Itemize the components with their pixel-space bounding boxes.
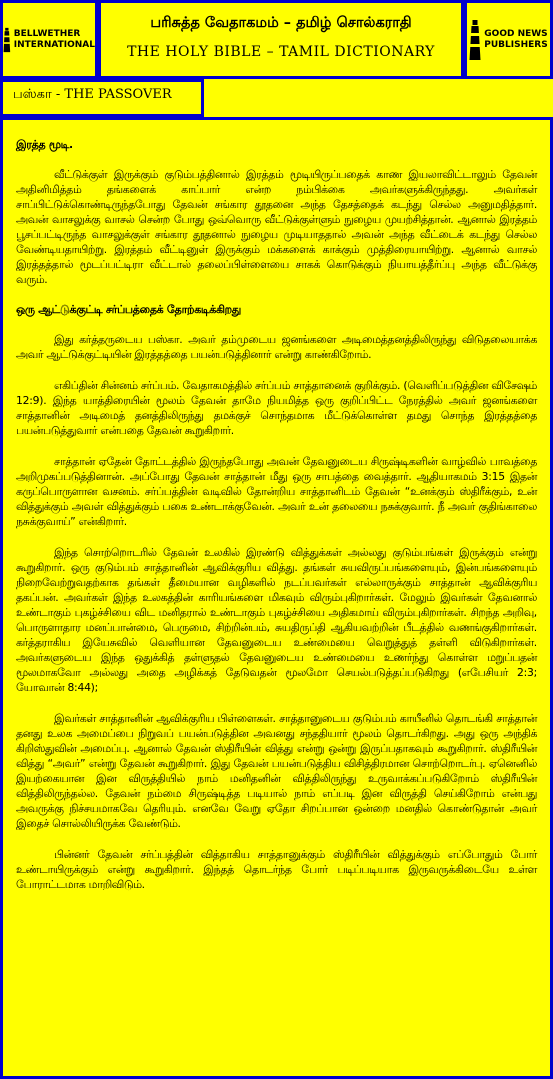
paragraph: பின்னர் தேவன் சர்ப்பத்தின் வித்தாகிய சாத்தானுக்கும் ஸ்திரீயின் வித்துக்கும் எப்போதும் போர் உண்டாயிருக்கும் என்று கூறுகிறார். இந்தத் தொடர்ந்த போர் படிப்படியாக இருவருக்கிடையே உள்ள போராட்டமாக மாறிவிடும். — [16, 848, 537, 891]
lighthouse-icon — [3, 18, 11, 62]
section-title: பஸ்கா - THE PASSOVER — [0, 79, 204, 117]
bellwether-logo-box — [0, 0, 98, 79]
title-english: THE HOLY BIBLE – TAMIL DICTIONARY — [127, 44, 435, 60]
paragraph: வீட்டுக்குள் இருக்கும் குடும்பத்தினால் இரத்தம் மூடியிருப்பதைக் காண இயலாவிட்டாலும் தேவன் அதினிமித்தம் தங்களைக் காப்பார் என்ற நம்பிக்கை அவர்களுக்கிருந்தது. அவர்கள் சாப்பிட்டுக்கொண்டிருந்தபோது தேவன் சங்கார தூதனை அந்த தேசத்தைக் கடந்து செல்ல அனுமதித்தார். அவன் வாசலுக்கு வாசல் சென்ற போது ஒவ்வொரு வீட்டுக்குள்ளும் நுழைய முயற்சித்தான். ஆனால் இரத்தம் பூசப்பட்டிருந்த வாசலுக்குள் சங்கார தூதனால் நுழைய முடியாததால் அவன் அந்த வீட்டைக் கடந்து செல்ல வேண்டியதாயிற்று. இரத்தம் வீட்டினுள் இருக்கும் மக்களைக் காக்கும் முத்திரையாயிற்று. ஆனால் வாசல் இரத்தத்தால் மூடப்பட்டிரா வீட்டால் தலைப்பிள்ளையை சாகக் கொடுக்கும் நியாயத்தீர்ப்பு அந்த வீட்டுக்கு வரும். — [16, 168, 537, 286]
subheading-blood-cover: இரத்த மூடி. — [16, 138, 73, 151]
paragraph: சாத்தான் ஏதேன் தோட்டத்தில் இருந்தபோது அவன் தேவனுடைய சிருஷ்டிகளின் வாழ்வில் பாவத்தை அறிமுகப்படுத்தினான். அப்போது தேவன் சாத்தான் மீது ஒரு சாபத்தை வைத்தார். ஆதியாகமம் 3:15 இதன் கருப்பொருளான வசனம். சர்ப்பத்தின் வடிவில் தோன்றிய சாத்தானிடம் தேவன் “உனக்கும் ஸ்திரீக்கும், உன் வித்துக்கும் அவள் வித்துக்கும் பகை உண்டாக்குவேன். அவர் உன் தலையை நசுக்குவார். நீ அவர் குதிங்காலை நசுக்குவாய்” என்கிறார். — [16, 455, 537, 528]
bellwether-logo-text: BELLWETHER INTERNATIONAL — [13, 28, 95, 50]
paragraph: இந்த சொற்றொடரில் தேவன் உலகில் இரண்டு வித்துக்கள் அல்லது குடும்பங்கள் இருக்கும் என்று கூறுகிறார். ஒரு குடும்பம் சாத்தானின் ஆவிக்குரிய வித்து. தங்கள் சுயவிருப்பங்களையும், இன்பங்களையும் நிறைவேற்றுவதற்காக தங்கள் தீமையான வழிகளில் நடப்பவர்கள் எல்லாருக்கும் சாத்தான் ஆவிக்குரிய தகப்பன். அவர்கள் இந்த உலகத்தின் காரியங்களை மிகவும் விரும்புகிறார்கள். மேலும் இவர்கள் தேவனால் உண்டாகும் புகழ்ச்சியை விட மனிதரால் உண்டாகும் புகழ்ச்சியை அதிகமாய் விரும்புகிறார்கள். சிறந்த அறிவு, பொருளாதார மனப்பான்மை, பெருமை, சிற்றின்பம், சுயதிருப்தி ஆகியவற்றின் பீடத்தில் வணங்குகிறார்கள். கர்த்தராகிய இயேசுவில் வெளியான தேவனுடைய உண்மையை வெறுத்துத் தள்ளி விடுகிறார்கள். அவர்களுடைய இந்த ஒதுக்கித் தள்ளுதல் தேவனுடைய உண்மையை உணர்ந்து கொள்ள மறுப்பதன் மூலமாகவோ அல்லது அதை அழிக்கத் தேடுவதன் மூலமோ செயல்படுத்தப்படுகிறது (எபேசியர் 2:3; யோவான் 8:44); — [16, 546, 537, 694]
good-news-logo-box — [464, 0, 553, 79]
lighthouse-icon — [469, 20, 481, 60]
subheading-lamb-defeats-serpent: ஒரு ஆட்டுக்குட்டி சர்ப்பத்தைக் தோற்கடிக்கிறது — [16, 303, 241, 316]
title-banner — [98, 0, 464, 79]
article-body — [0, 117, 553, 1079]
paragraph: இவர்கள் சாத்தானின் ஆவிக்குரிய பிள்ளைகள். சாத்தானுடைய குடும்பம் காயீனில் தொடங்கி சாத்தான் தனது உலக அமைப்பை நிறுவப் பயன்படுத்தின அவனது சந்ததியார் மூலம் தொடர்கிறது. அது ஒரு அந்திக் கிறிஸ்துவின் அமைப்பு. ஆனால் தேவன் ஸ்திரீயின் வித்து என்று ஒன்று இருப்பதாகவும் கூறுகிறார். ஸ்திரீயின் வித்து “அவர்” என்று தேவன் கூறுகிறார். இது தேவன் பயன்படுத்திய விசித்திரமான சொற்றொடர்பு. ஏனெனில் இயற்கையான இன விருத்தியில் நாம் மனிதனின் வித்திலிருந்து உருவாக்கப்படுகிறோம் ஸ்திரீயின் வித்திலிருந்தல்ல. தேவன் நம்மை சிருஷ்டித்த படியால் நாம் எப்படி இன விருத்தி செய்கிறோம் என்பது அவருக்கு நிச்சயமாகவே தெரியும். எனவே வேறு ஏதோ சிறப்பான ஒன்றை மனதில் கொண்டுதான் அவர் இதைச் சொல்லியிருக்க வேண்டும். — [16, 712, 537, 830]
good-news-logo-text: GOOD NEWS PUBLISHERS — [484, 28, 548, 50]
paragraph: இது கர்த்தருடைய பஸ்கா. அவர் தம்முடைய ஜனங்களை அடிமைத்தனத்திலிருந்து விடுதலையாக்க அவர் ஆட்டுக்குட்டியின் இரத்தத்தை பயன்படுத்தினார் என்று காண்கிறோம். — [16, 333, 537, 361]
title-tamil: பரிசுத்த வேதாகமம் – தமிழ் சொல்கராதி — [150, 15, 412, 31]
paragraph: எகிப்தின் சின்னம் சர்ப்பம். வேதாகமத்தில் சர்ப்பம் சாத்தானைக் குறிக்கும். (வெளிப்படுத்தின விசேஷம் 12:9). இந்த யாத்திரையின் மூலம் தேவன் தாமே நியமித்த ஒரு குறிப்பிட்ட நேரத்தில் அவர் ஜனங்களை சாத்தானின் அடிமைத் தனத்திலிருந்து தமக்குச் சொந்தமாக மீட்டுக்கொள்ள தமது சொந்த இரத்தத்தை பயன்படுத்துவார் என்பதை தேவன் கூறுகிறார். — [16, 379, 537, 437]
